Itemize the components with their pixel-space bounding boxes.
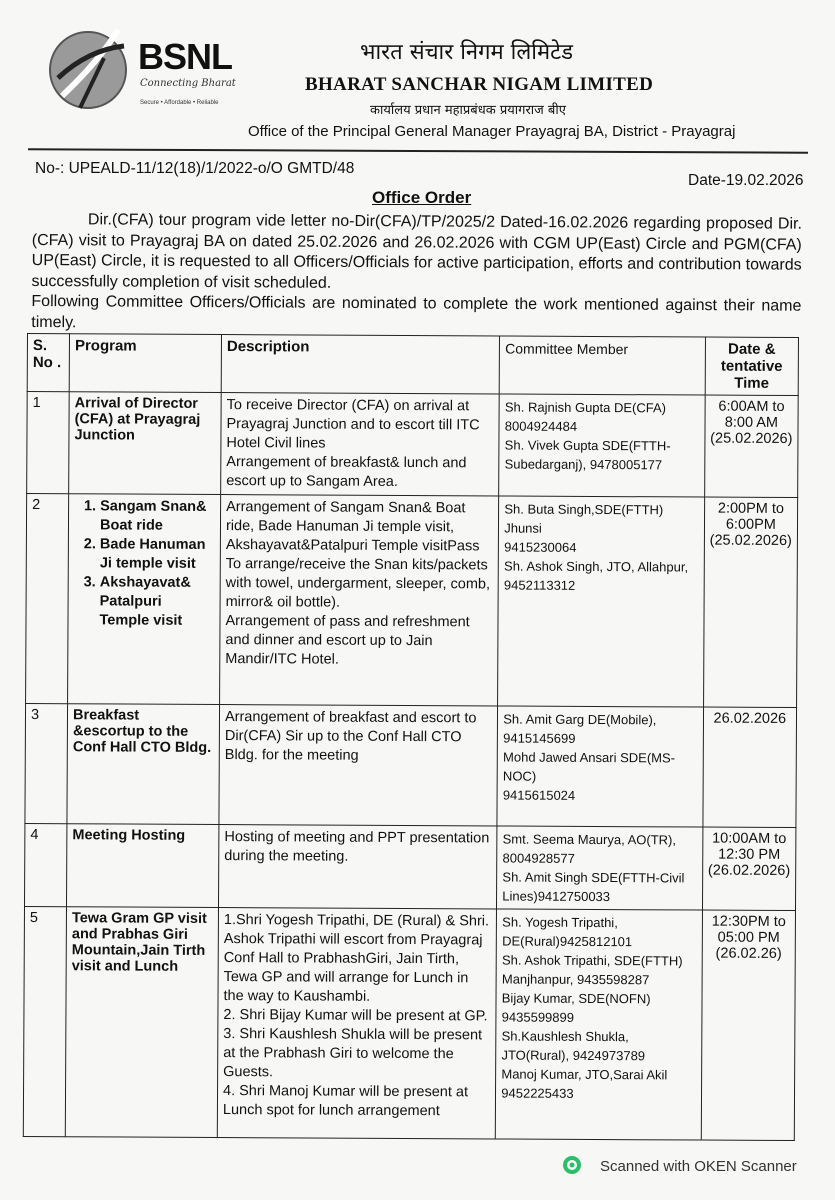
table-row	[26, 494, 798, 708]
row-members	[497, 826, 703, 910]
row-program: Meeting Hosting	[67, 824, 219, 908]
member-entry: Sh. Amit Garg DE(Mobile), 9415145699	[503, 711, 657, 746]
description-line: Arrangement of breakfast and escort to Dir(CFA) Sir up to the Conf Hall CTO Bldg. for the meeting	[224, 709, 477, 764]
table-row	[24, 823, 795, 910]
program-list	[73, 497, 215, 631]
row-program: Tewa Gram GP visit and Prabhas Giri Mountain,Jain Tirth visit and Lunch	[65, 907, 218, 1138]
logo-tagline: Connecting Bharat	[140, 78, 236, 89]
description-line: Arrangement of Sangam Snan& Boat ride, Bade Hanuman Ji temple visit, Akshayavat&Patalpuri Temple visitPass	[225, 499, 480, 555]
member-entry: Manoj Kumar, JTO,Sarai Akil 9452225433	[501, 1066, 668, 1101]
row-members	[497, 706, 703, 827]
row-sno: 4	[24, 823, 66, 906]
scanner-logo-icon	[562, 1155, 582, 1175]
table-header-row	[27, 334, 798, 396]
member-entry: Sh. Buta Singh,SDE(FTTH) Jhunsi	[504, 501, 664, 536]
header-member: Committee Member	[499, 336, 705, 395]
member-entry: 9415615024	[502, 787, 576, 803]
row-program	[68, 494, 221, 705]
row-time: 10:00AM to 12:30 PM (26.02.2026)	[702, 827, 796, 910]
logo-small-tagline: Secure • Affordable • Reliable	[140, 100, 219, 106]
member-entry: Sh. Vivek Gupta SDE(FTTH-Subedarganj), 9478005177	[504, 437, 671, 473]
member-entry: 9415230064	[504, 539, 577, 555]
row-description	[219, 705, 498, 826]
description-line: To arrange/receive the Snan kits/packets with towel, undergarment, sleeper, comb, mirror& oil bottle).	[225, 556, 491, 611]
row-members	[499, 394, 705, 497]
member-entry: Sh. Yogesh Tripathi, DE(Rural)9425812101	[502, 914, 633, 950]
committee-table	[23, 333, 799, 1141]
company-title: BHARAT SANCHAR NIGAM LIMITED	[305, 74, 654, 95]
member-entry: Sh. Rajnish Gupta DE(CFA) 8004924484	[504, 399, 667, 434]
row-sno: 2	[26, 494, 69, 704]
member-entry: Sh. Amit Singh SDE(FTTH-Civil Lines)9412750033	[502, 869, 685, 905]
member-entry: Sh. Ashok Singh, JTO, Allahpur, 9452113312	[503, 558, 689, 593]
description-line: 2. Shri Bijay Kumar will be present at GP.	[223, 1007, 488, 1025]
row-description	[218, 825, 497, 909]
table-row	[27, 392, 799, 498]
order-paragraph-1: Dir.(CFA) tour program vide letter no-Dir(CFA)/TP/2025/2 Dated-16.02.2026 regarding proposed Dir.(CFA) visit to Prayagraj BA on dated 25.02.2026 and 26.02.2026 with CGM UP(East) Circle and PGM(CFA) UP(East) Circle, it is requested to all Officers/Officials for active participation, efforts and contribution towards successfully completion of visit scheduled.	[31, 211, 802, 292]
member-entry: Mohd Jawed Ansari SDE(MS-NOC)	[502, 749, 676, 784]
row-members	[498, 496, 705, 707]
hindi-company-title: भारत संचार निगम लिमिटेड	[360, 40, 573, 65]
scanner-watermark: Scanned with OKEN Scanner	[600, 1158, 797, 1175]
member-entry: Sh. Ashok Tripathi, SDE(FTTH) Manjhanpur, 9435598287	[501, 952, 683, 988]
description-line: Arrangement of pass and refreshment and dinner and escort up to Jain Mandir/ITC Hotel.	[225, 613, 470, 668]
program-list-item: 1. Sangam Snan& Boat ride	[100, 497, 215, 536]
table-row	[25, 703, 797, 827]
row-description	[217, 908, 496, 1139]
header-time: Date & tentative Time	[705, 337, 799, 395]
row-time: 2:00PM to 6:00PM (25.02.2026)	[703, 497, 797, 707]
header-description: Description	[221, 335, 500, 394]
header-program: Program	[69, 334, 221, 393]
member-entry: Sh.Kaushlesh Shukla, JTO(Rural), 9424973789	[501, 1028, 646, 1064]
program-list-item: 2. Bade Hanuman Ji temple visit	[100, 535, 215, 574]
order-date: Date-19.02.2026	[688, 172, 804, 189]
row-members	[496, 909, 703, 1140]
header-sno: S. No .	[27, 334, 69, 392]
description-line: Hosting of meeting and PPT presentation during the meeting.	[224, 829, 490, 865]
brand-name: BSNL	[138, 36, 232, 77]
description-line: 4. Shri Manoj Kumar will be present at Lunch spot for lunch arrangement	[222, 1083, 469, 1120]
row-sno: 3	[25, 703, 68, 823]
description-line: To receive Director (CFA) on arrival at Prayagraj Junction and to escort till ITC Hotel Civil lines	[226, 397, 480, 452]
order-paragraph-2: Following Committee Officers/Officials are nominated to complete the work mentioned against their name timely.	[31, 292, 802, 331]
row-time: 6:00AM to 8:00 AM (25.02.2026)	[704, 395, 798, 497]
row-program: Arrival of Director (CFA) at Prayagraj Junction	[69, 392, 221, 495]
office-order-heading: Office Order	[372, 188, 472, 207]
table-row	[23, 906, 795, 1140]
header-divider	[28, 148, 808, 153]
row-description	[220, 495, 499, 706]
row-sno: 1	[27, 392, 70, 494]
order-number: No-: UPEALD-11/12(18)/1/2022-o/O GMTD/48	[35, 160, 355, 177]
office-address-line: Office of the Principal General Manager Prayagraj BA, District - Prayagraj	[248, 123, 736, 140]
member-entry: Smt. Seema Maurya, AO(TR), 8004928577	[502, 831, 677, 866]
description-line: 3. Shri Kaushlesh Shukla will be present at the Prabhash Giri to welcome the Guests.	[223, 1026, 483, 1081]
member-entry: Bijay Kumar, SDE(NOFN) 9435599899	[501, 990, 651, 1025]
description-line: 1.Shri Yogesh Tripathi, DE (Rural) & Shri. Ashok Tripathi will escort from Prayagraj Conf Hall to PrabhashGiri, Jain Tirth, Tewa GP and will arrange for Lunch in the way to Kaushambi.	[223, 912, 490, 1005]
program-list-item: 3. Akshayavat& Patalpuri Temple visit	[99, 573, 214, 631]
order-body	[31, 210, 802, 338]
description-line: Arrangement of breakfast& lunch and escort up to Sangam Area.	[226, 454, 467, 490]
row-description	[221, 393, 500, 496]
row-time: 26.02.2026	[703, 707, 797, 827]
row-sno: 5	[23, 906, 66, 1136]
row-time: 12:30PM to 05:00 PM (26.02.26)	[701, 910, 795, 1140]
row-program: Breakfast &escortup to the Conf Hall CTO Bldg.	[67, 704, 220, 825]
hindi-office-subtitle: कार्यालय प्रधान महाप्रबंधक प्रयागराज बीए	[370, 103, 566, 118]
